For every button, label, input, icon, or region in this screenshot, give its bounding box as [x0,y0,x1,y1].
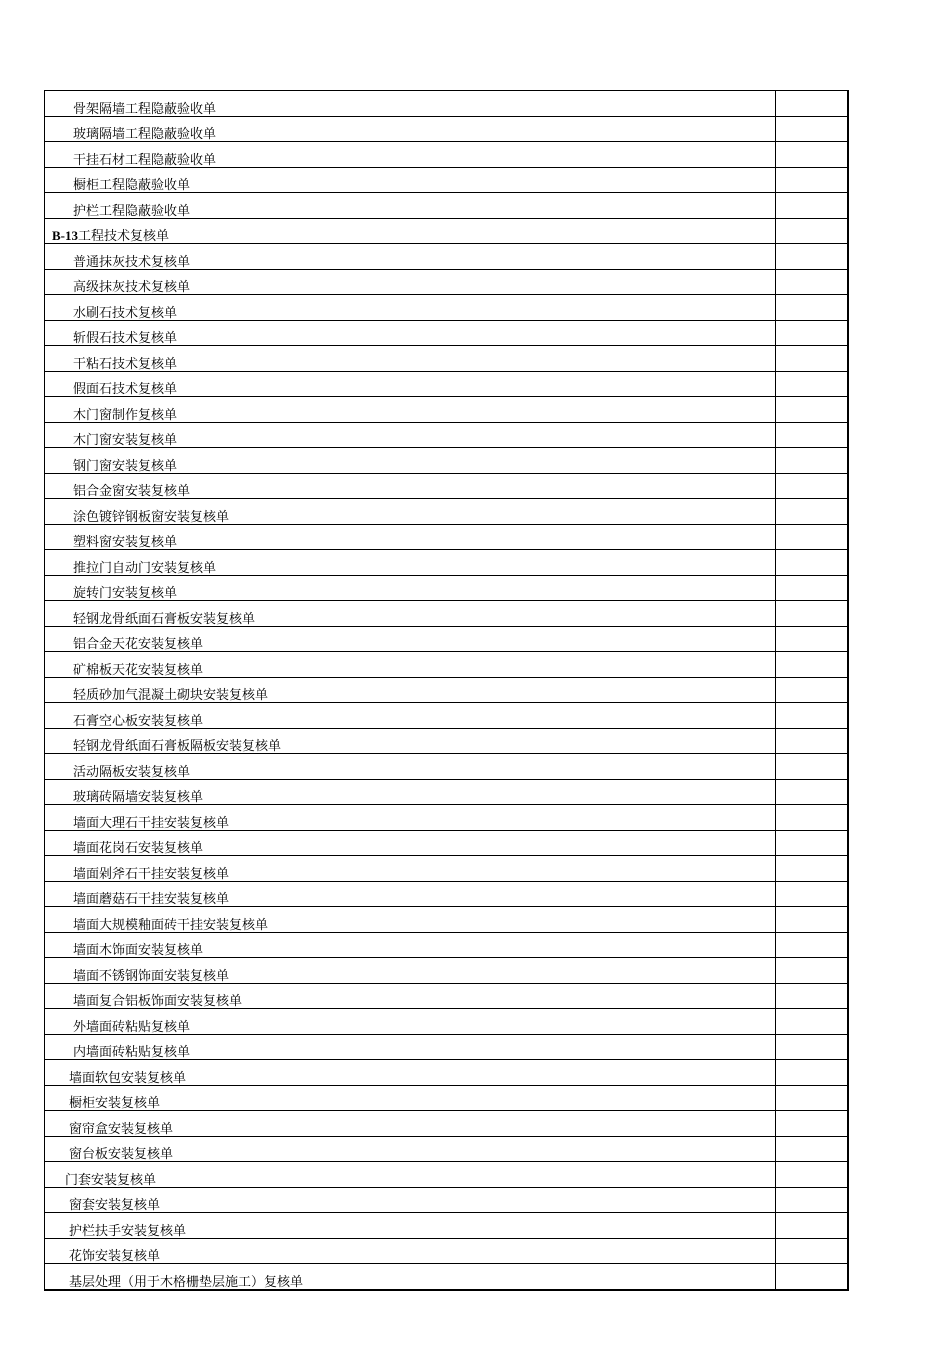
table-row [45,346,848,372]
row-check-cell[interactable] [776,932,848,958]
item-label: 水刷石技术复核单 [73,305,178,320]
row-label-cell [45,1009,776,1035]
row-label-cell [45,218,776,244]
item-label: 窗套安装复核单 [69,1198,161,1213]
row-check-cell[interactable] [776,397,848,423]
table-row [45,167,848,193]
item-label: 墙面木饰面安装复核单 [73,943,204,958]
row-check-cell[interactable] [776,422,848,448]
item-label: 外墙面砖粘贴复核单 [73,1019,191,1034]
table-row [45,601,848,627]
item-label: 高级抹灰技术复核单 [73,280,191,295]
item-label: 普通抹灰技术复核单 [73,254,191,269]
table-row [45,958,848,984]
item-label: 铝合金窗安装复核单 [73,484,191,499]
item-label: 墙面剁斧石干挂安装复核单 [73,866,230,881]
row-check-cell[interactable] [776,1264,848,1290]
row-label-cell [45,422,776,448]
row-label-cell [45,1162,776,1188]
row-check-cell[interactable] [776,703,848,729]
row-label-cell [45,1213,776,1239]
row-label-cell [45,1085,776,1111]
item-label: 木门窗安装复核单 [73,433,178,448]
item-label: 墙面大理石干挂安装复核单 [73,815,230,830]
item-label: 护栏工程隐蔽验收单 [73,203,191,218]
table-row [45,652,848,678]
row-check-cell[interactable] [776,550,848,576]
row-check-cell[interactable] [776,1187,848,1213]
row-label-cell [45,856,776,882]
row-check-cell[interactable] [776,320,848,346]
table-row [45,575,848,601]
table-row [45,244,848,270]
row-label-cell [45,601,776,627]
row-check-cell[interactable] [776,1060,848,1086]
row-check-cell[interactable] [776,269,848,295]
row-check-cell[interactable] [776,142,848,168]
row-check-cell[interactable] [776,779,848,805]
item-label: 墙面软包安装复核单 [69,1070,187,1085]
table-row [45,805,848,831]
table-row [45,320,848,346]
item-label: 玻璃隔墙工程隐蔽验收单 [73,127,217,142]
table-row [45,1264,848,1290]
table-row [45,1136,848,1162]
row-label-cell [45,448,776,474]
item-label: 轻钢龙骨纸面石膏板隔板安装复核单 [73,739,282,754]
row-label-cell [45,550,776,576]
item-label: 橱柜安装复核单 [69,1096,161,1111]
item-label: 护栏扶手安装复核单 [69,1223,187,1238]
item-label: 旋转门安装复核单 [73,586,178,601]
item-label: 窗台板安装复核单 [69,1147,174,1162]
row-label-cell [45,907,776,933]
table-row [45,1009,848,1035]
row-label-cell [45,295,776,321]
row-label-cell [45,805,776,831]
row-label-cell [45,830,776,856]
row-check-cell[interactable] [776,1238,848,1264]
row-check-cell[interactable] [776,907,848,933]
item-label: 假面石技术复核单 [73,382,178,397]
item-label: 涂色镀锌钢板窗安装复核单 [73,509,230,524]
row-check-cell[interactable] [776,218,848,244]
item-label: 墙面花岗石安装复核单 [73,841,204,856]
row-check-cell[interactable] [776,983,848,1009]
row-check-cell[interactable] [776,1034,848,1060]
item-label: 墙面复合铝板饰面安装复核单 [73,994,243,1009]
table-row [45,1213,848,1239]
item-label: 门套安装复核单 [65,1172,157,1187]
table-row [45,269,848,295]
item-label: 轻钢龙骨纸面石膏板安装复核单 [73,611,256,626]
table-row [45,1060,848,1086]
table-row [45,422,848,448]
row-check-cell[interactable] [776,524,848,550]
table-row [45,142,848,168]
row-check-cell[interactable] [776,575,848,601]
row-label-cell [45,677,776,703]
item-label: 铝合金天花安装复核单 [73,637,204,652]
row-label-cell [45,142,776,168]
table-row [45,677,848,703]
item-label: 斩假石技术复核单 [73,331,178,346]
table-row [45,703,848,729]
item-label: 矿棉板天花安装复核单 [73,662,204,677]
item-label: 墙面大规模釉面砖干挂安装复核单 [73,917,269,932]
row-label-cell [45,193,776,219]
row-check-cell[interactable] [776,1136,848,1162]
table-row [45,779,848,805]
item-label: 干粘石技术复核单 [73,356,178,371]
section-code: B-13 [52,228,78,243]
table-row [45,193,848,219]
row-label-cell [45,1111,776,1137]
row-check-cell[interactable] [776,728,848,754]
item-label: 玻璃砖隔墙安装复核单 [73,790,204,805]
table-row [45,728,848,754]
row-check-cell[interactable] [776,91,848,117]
row-check-cell[interactable] [776,601,848,627]
row-check-cell[interactable] [776,881,848,907]
row-check-cell[interactable] [776,1162,848,1188]
table-row [45,1085,848,1111]
row-label-cell [45,703,776,729]
table-row [45,473,848,499]
row-label-cell [45,728,776,754]
table-row [45,499,848,525]
row-check-cell[interactable] [776,1085,848,1111]
row-check-cell[interactable] [776,371,848,397]
table-row [45,550,848,576]
table-row [45,524,848,550]
row-check-cell[interactable] [776,295,848,321]
table-row [45,295,848,321]
row-label-cell [45,983,776,1009]
table-row [45,1238,848,1264]
table-row [45,754,848,780]
table-row [45,1034,848,1060]
table-row [45,932,848,958]
table-row [45,218,848,244]
table-row [45,397,848,423]
table-row [45,830,848,856]
row-label-cell [45,881,776,907]
item-label: 花饰安装复核单 [69,1249,161,1264]
checklist-table [44,90,849,1291]
row-check-cell[interactable] [776,830,848,856]
row-label-cell [45,524,776,550]
row-label-cell [45,167,776,193]
item-label: 石膏空心板安装复核单 [73,713,204,728]
row-check-cell[interactable] [776,856,848,882]
item-label: 活动隔板安装复核单 [73,764,191,779]
row-label-cell [45,626,776,652]
row-check-cell[interactable] [776,473,848,499]
row-label-cell [45,91,776,117]
row-label-cell [45,116,776,142]
row-label-cell [45,1238,776,1264]
table-row [45,856,848,882]
row-label-cell [45,499,776,525]
table-row [45,1111,848,1137]
row-check-cell[interactable] [776,958,848,984]
row-check-cell[interactable] [776,805,848,831]
row-label-cell [45,575,776,601]
item-label: 窗帘盒安装复核单 [69,1121,174,1136]
row-check-cell[interactable] [776,677,848,703]
row-check-cell[interactable] [776,167,848,193]
row-check-cell[interactable] [776,499,848,525]
table-row [45,1187,848,1213]
row-label-cell [45,1187,776,1213]
row-label-cell [45,346,776,372]
row-check-cell[interactable] [776,116,848,142]
item-label: 推拉门自动门安装复核单 [73,560,217,575]
row-check-cell[interactable] [776,754,848,780]
table-row [45,1162,848,1188]
table-row [45,116,848,142]
row-label-cell [45,652,776,678]
item-label: 干挂石材工程隐蔽验收单 [73,152,217,167]
row-check-cell[interactable] [776,1213,848,1239]
row-label-cell [45,473,776,499]
checklist-body [45,91,848,1290]
row-check-cell[interactable] [776,1009,848,1035]
row-label-cell [45,754,776,780]
row-check-cell[interactable] [776,193,848,219]
row-check-cell[interactable] [776,626,848,652]
item-label: 轻质砂加气混凝土砌块安装复核单 [73,688,269,703]
section-title: 工程技术复核单 [78,229,170,244]
item-label: 内墙面砖粘贴复核单 [73,1045,191,1060]
item-label: 木门窗制作复核单 [73,407,178,422]
row-label-cell [45,1060,776,1086]
table-row [45,91,848,117]
table-row [45,983,848,1009]
item-label: 骨架隔墙工程隐蔽验收单 [73,101,217,116]
row-label-cell [45,1136,776,1162]
row-label-cell [45,958,776,984]
row-label-cell [45,1034,776,1060]
table-row [45,907,848,933]
item-label: 墙面不锈钢饰面安装复核单 [73,968,230,983]
row-label-cell [45,1264,776,1290]
row-label-cell [45,779,776,805]
item-label: 钢门窗安装复核单 [73,458,178,473]
row-label-cell [45,320,776,346]
row-check-cell[interactable] [776,346,848,372]
item-label: 墙面蘑菇石干挂安装复核单 [73,892,230,907]
row-label-cell [45,932,776,958]
row-check-cell[interactable] [776,244,848,270]
table-row [45,448,848,474]
item-label: 基层处理（用于木格栅垫层施工）复核单 [69,1274,304,1290]
row-check-cell[interactable] [776,652,848,678]
table-row [45,371,848,397]
table-row [45,881,848,907]
item-label: 橱柜工程隐蔽验收单 [73,178,191,193]
row-label-cell [45,371,776,397]
row-check-cell[interactable] [776,1111,848,1137]
row-check-cell[interactable] [776,448,848,474]
item-label: 塑料窗安装复核单 [73,535,178,550]
row-label-cell [45,244,776,270]
row-label-cell [45,397,776,423]
row-label-cell [45,269,776,295]
table-row [45,626,848,652]
